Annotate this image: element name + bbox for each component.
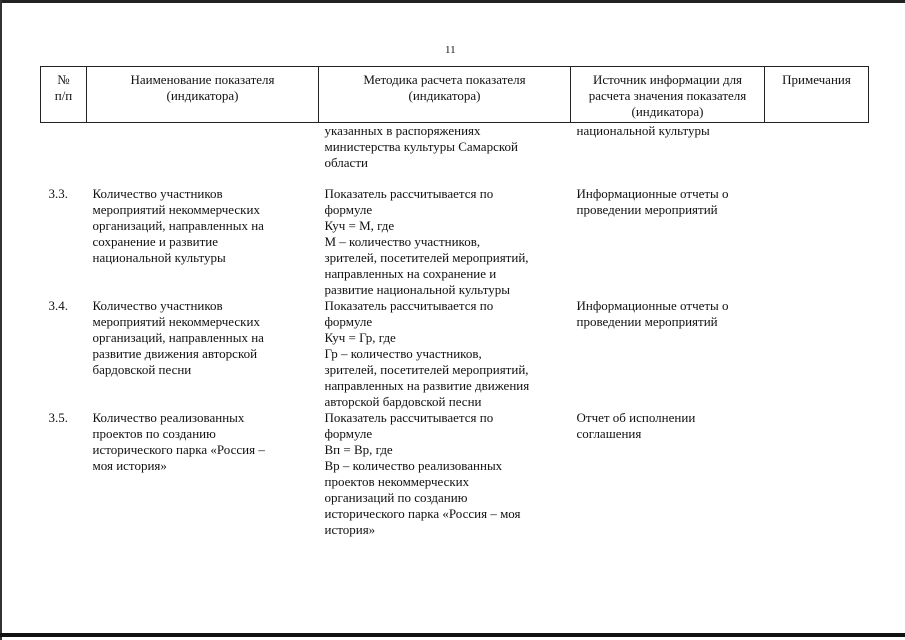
- text-line: Вп = Вр, где: [324, 442, 393, 457]
- header-line: (индикатора): [166, 88, 239, 103]
- text-line: развитие движения авторской: [92, 346, 258, 361]
- text-line: Отчет об исполнении: [576, 410, 696, 425]
- header-line: (индикатора): [631, 104, 704, 119]
- text-line: Количество участников: [92, 186, 223, 201]
- header-line: №: [57, 72, 70, 87]
- text-line: мероприятий некоммерческих: [92, 314, 260, 329]
- text-line: формуле: [324, 426, 373, 441]
- cell-source: [571, 171, 765, 298]
- page-border-bottom: [0, 633, 905, 637]
- text-line: проведении мероприятий: [576, 314, 718, 329]
- header-line: Наименование показателя: [130, 72, 275, 87]
- cell-method: [319, 171, 571, 298]
- cell-number: 3.5.: [48, 410, 68, 425]
- text-line: развитие национальной культуры: [324, 282, 510, 297]
- text-line: М – количество участников,: [324, 234, 481, 249]
- cell-note: [765, 410, 869, 538]
- page-border-top: [0, 0, 905, 3]
- header-line: Примечания: [782, 72, 851, 87]
- header-line: Источник информации для: [592, 72, 743, 87]
- text-line: Показатель рассчитывается по: [324, 186, 494, 201]
- cell-number: [41, 123, 87, 172]
- text-line: направленных на развитие движения: [324, 378, 530, 393]
- text-line: Информационные отчеты о: [576, 298, 729, 313]
- cell-method: [319, 298, 571, 410]
- text-line: области: [324, 155, 368, 170]
- cell-source: [571, 123, 765, 172]
- text-line: национальной культуры: [92, 250, 226, 265]
- text-line: Показатель рассчитывается по: [324, 298, 494, 313]
- text-line: организаций, направленных на: [92, 218, 264, 233]
- table-header-row: [41, 67, 869, 123]
- text-line: история»: [324, 522, 376, 537]
- header-line: п/п: [54, 88, 73, 103]
- table-row: [41, 410, 869, 538]
- cell-name: [87, 171, 319, 298]
- text-line: Гр – количество участников,: [324, 346, 482, 361]
- text-line: моя история»: [92, 458, 167, 473]
- header-line: Методика расчета показателя: [363, 72, 526, 87]
- cell-method: [319, 410, 571, 538]
- header-source: [571, 67, 765, 123]
- cell-number: 3.3.: [48, 186, 68, 201]
- cell-note: [765, 123, 869, 172]
- text-line: Количество реализованных: [92, 410, 245, 425]
- cell-source: [571, 410, 765, 538]
- text-line: направленных на сохранение и: [324, 266, 497, 281]
- cell-name: [87, 298, 319, 410]
- cell-note: [765, 171, 869, 298]
- cell-name: [87, 123, 319, 172]
- header-notes: [765, 67, 869, 123]
- page-border-left: [0, 0, 2, 640]
- cell-method: [319, 123, 571, 172]
- header-method: [319, 67, 571, 123]
- table-row: [41, 298, 869, 410]
- text-line: министерства культуры Самарской: [324, 139, 518, 154]
- text-line: мероприятий некоммерческих: [92, 202, 260, 217]
- text-line: проведении мероприятий: [576, 202, 718, 217]
- continuation-row: [41, 123, 869, 172]
- text-line: исторического парка «Россия – моя: [324, 506, 521, 521]
- text-line: национальной культуры: [576, 123, 710, 138]
- text-line: Информационные отчеты о: [576, 186, 729, 201]
- text-line: Количество участников: [92, 298, 223, 313]
- cell-note: [765, 298, 869, 410]
- text-line: указанных в распоряжениях: [324, 123, 481, 138]
- text-line: сохранение и развитие: [92, 234, 218, 249]
- text-line: Куч = М, где: [324, 218, 395, 233]
- text-line: проектов некоммерческих: [324, 474, 470, 489]
- text-line: Показатель рассчитывается по: [324, 410, 494, 425]
- header-line: (индикатора): [408, 88, 481, 103]
- text-line: Куч = Гр, где: [324, 330, 396, 345]
- text-line: соглашения: [576, 426, 642, 441]
- table-row: [41, 171, 869, 298]
- text-line: авторской бардовской песни: [324, 394, 482, 409]
- text-line: формуле: [324, 314, 373, 329]
- text-line: зрителей, посетителей мероприятий,: [324, 362, 529, 377]
- page-number: 11: [445, 44, 456, 56]
- text-line: исторического парка «Россия –: [92, 442, 265, 457]
- cell-number: 3.4.: [48, 298, 68, 313]
- text-line: бардовской песни: [92, 362, 192, 377]
- cell-source: [571, 298, 765, 410]
- text-line: Вр – количество реализованных: [324, 458, 503, 473]
- text-line: организаций, направленных на: [92, 330, 264, 345]
- text-line: проектов по созданию: [92, 426, 216, 441]
- header-number: [41, 67, 87, 123]
- text-line: формуле: [324, 202, 373, 217]
- cell-name: [87, 410, 319, 538]
- indicators-table: [40, 66, 869, 538]
- header-line: расчета значения показателя: [588, 88, 747, 103]
- text-line: организаций по созданию: [324, 490, 468, 505]
- header-indicator-name: [87, 67, 319, 123]
- text-line: зрителей, посетителей мероприятий,: [324, 250, 529, 265]
